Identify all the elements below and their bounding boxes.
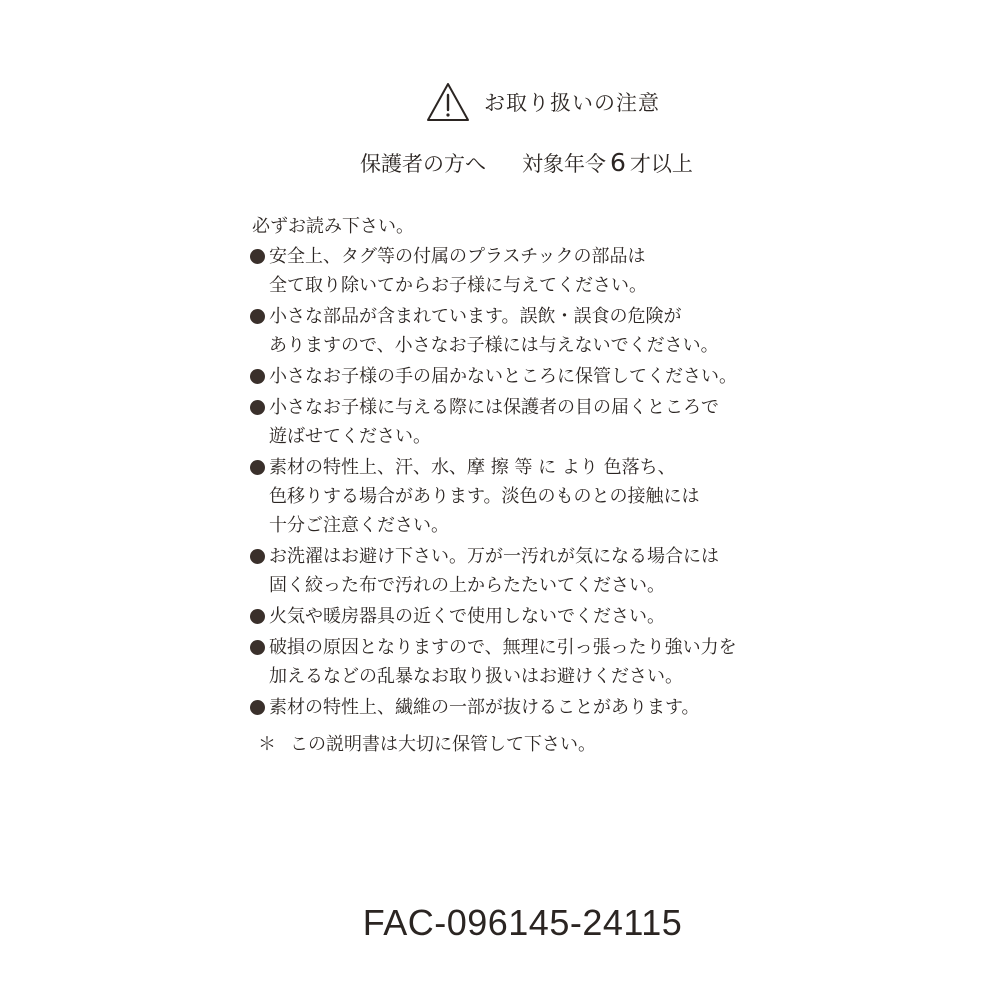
caution-item: [250, 602, 737, 631]
caution-item-line: 固く絞った布で汚れの上からたたいてください。: [269, 575, 665, 596]
caution-item-line: 安全上、タグ等の付属のプラスチックの部品は: [269, 246, 646, 267]
intro-text: 必ずお読み下さい。: [252, 216, 414, 237]
caution-item-line: 色移りする場合があります。淡色のものとの接触には: [269, 486, 700, 507]
caution-item: [250, 542, 737, 600]
caution-item: [250, 453, 737, 540]
heading-title: お取り扱いの注意: [484, 91, 660, 115]
warning-triangle-icon: [426, 82, 470, 122]
subheading: [360, 148, 693, 178]
caution-item-line: ありますので、小さなお子様には与えないでください。: [269, 335, 719, 356]
heading: [426, 82, 660, 122]
caution-item-line: 素材の特性上、繊維の一部が抜けることがあります。: [269, 697, 700, 718]
bullet-icon: [250, 602, 269, 631]
bullet-icon: [250, 542, 269, 600]
caution-item-line: 加えるなどの乱暴なお取り扱いはお避けください。: [269, 666, 683, 687]
caution-list: [250, 242, 737, 724]
age-number: 6: [610, 148, 626, 177]
bullet-icon: [250, 362, 269, 391]
caution-item-line: 小さなお子様に与える際には保護者の目の届くところで: [269, 397, 719, 418]
caution-item: [250, 242, 737, 300]
bullet-icon: [250, 633, 269, 691]
bullet-icon: [250, 453, 269, 540]
note-text: この説明書は大切に保管して下さい。: [290, 734, 596, 755]
caution-item: [250, 693, 737, 722]
note: [258, 730, 596, 756]
caution-item: [250, 302, 737, 360]
caution-item-line: 小さな部品が含まれています。誤飲・誤食の危険が: [269, 306, 682, 327]
caution-item-line: 素材の特性上、汗、水、摩 擦 等 に より 色落ち、: [269, 457, 676, 478]
bullet-icon: [250, 302, 269, 360]
age-label: 対象年令: [522, 152, 606, 176]
caution-item-line: お洗濯はお避け下さい。万が一汚れが気になる場合には: [269, 546, 719, 567]
caution-item: [250, 362, 737, 391]
bullet-icon: [250, 242, 269, 300]
caution-item-line: 小さなお子様の手の届かないところに保管してください。: [269, 366, 737, 387]
age-suffix: 才以上: [629, 152, 693, 176]
caution-item-line: 破損の原因となりますので、無理に引っ張ったり強い力を: [269, 637, 737, 658]
bullet-icon: [250, 393, 269, 451]
caution-item-line: 火気や暖房器具の近くで使用しないでください。: [269, 606, 665, 627]
caution-item-line: 全て取り除いてからお子様に与えてください。: [269, 275, 647, 296]
caution-item-line: 十分ご注意ください。: [269, 515, 449, 536]
bullet-icon: [250, 693, 269, 722]
note-marker: ＊: [258, 734, 276, 755]
audience-label: 保護者の方へ: [360, 152, 486, 176]
caution-item: [250, 633, 737, 691]
caution-item-line: 遊ばせてください。: [269, 426, 431, 447]
caution-item: [250, 393, 737, 451]
product-code: FAC-096145-24115: [362, 902, 683, 943]
